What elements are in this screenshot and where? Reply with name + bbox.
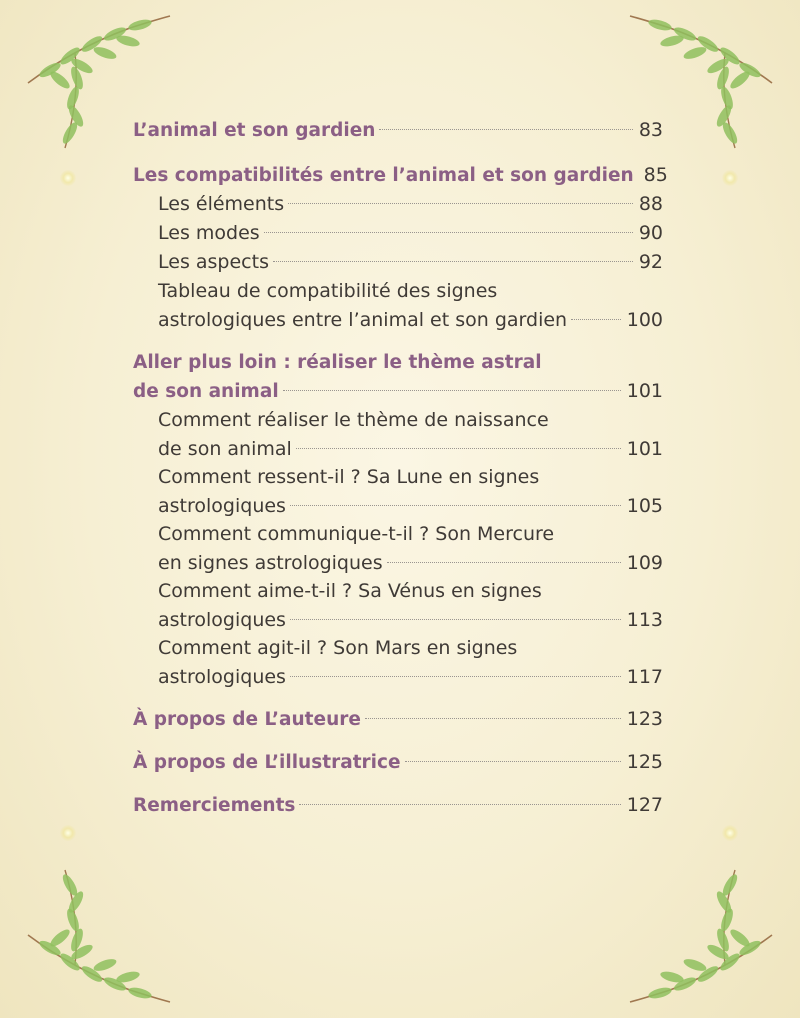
toc-entry[interactable]: [133, 161, 668, 190]
leader-dots: [290, 505, 621, 506]
page-number: 92: [638, 251, 663, 273]
leader-dots: [387, 562, 621, 563]
entry-title: Remerciements: [133, 795, 296, 816]
leader-dots: [264, 232, 633, 233]
entry-title: L’animal et son gardien: [133, 120, 376, 141]
toc-entry[interactable]: [133, 705, 663, 734]
glow-dot-icon: [60, 825, 76, 841]
entry-title-line1: Tableau de compatibilité des signes: [158, 280, 498, 302]
entry-title: À propos de L’auteure: [133, 709, 361, 730]
page-number: 101: [626, 380, 663, 402]
leader-dots: [296, 448, 621, 449]
toc-entry[interactable]: [133, 116, 663, 145]
entry-title: astrologiques: [158, 609, 286, 631]
glow-dot-icon: [60, 170, 76, 186]
page-number: 85: [643, 164, 668, 186]
leader-dots: [571, 319, 621, 320]
toc-entry[interactable]: [158, 248, 663, 277]
toc-entry[interactable]: [158, 520, 663, 578]
entry-title-line1: Comment réaliser le thème de naissance: [158, 409, 549, 431]
toc-entry[interactable]: [158, 634, 663, 692]
entry-title: en signes astrologiques: [158, 552, 383, 574]
page-number: 101: [626, 438, 663, 460]
entry-title: astrologiques entre l’animal et son gardien: [158, 309, 568, 331]
entry-title-line1: Comment aime-t-il ? Sa Vénus en signes: [158, 580, 542, 602]
toc-entry[interactable]: [158, 577, 663, 635]
toc-entry[interactable]: [158, 277, 663, 335]
toc-entry[interactable]: [158, 406, 663, 464]
entry-title-line1: Aller plus loin : réaliser le thème astral: [133, 352, 542, 373]
page-number: 83: [638, 119, 663, 141]
toc-entry[interactable]: [158, 219, 663, 248]
entry-title: de son animal: [158, 438, 292, 460]
page-number: 127: [626, 794, 663, 816]
entry-title-line1: Comment communique-t-il ? Son Mercure: [158, 523, 555, 545]
leader-dots: [288, 203, 633, 204]
glow-dot-icon: [722, 170, 738, 186]
leader-dots: [290, 619, 621, 620]
entry-title: de son animal: [133, 381, 279, 402]
page-number: 113: [626, 609, 663, 631]
toc-entry[interactable]: [133, 748, 663, 777]
entry-title-line1: Comment ressent-il ? Sa Lune en signes: [158, 466, 540, 488]
entry-title: Les modes: [158, 222, 260, 244]
leader-dots: [273, 261, 633, 262]
toc-entry[interactable]: [158, 190, 663, 219]
leader-dots: [379, 129, 632, 130]
page-number: 125: [626, 751, 663, 773]
toc-entry[interactable]: [133, 791, 663, 820]
leader-dots: [290, 676, 621, 677]
page-number: 109: [626, 552, 663, 574]
entry-title: Les aspects: [158, 251, 269, 273]
page-number: 117: [626, 666, 663, 688]
entry-title: astrologiques: [158, 495, 286, 517]
page-number: 105: [626, 495, 663, 517]
glow-dot-icon: [722, 825, 738, 841]
entry-title: Les éléments: [158, 193, 285, 215]
toc-entry[interactable]: [133, 348, 663, 406]
page-number: 100: [626, 309, 663, 331]
entry-title-line1: Comment agit-il ? Son Mars en signes: [158, 637, 518, 659]
olive-branch-icon: [20, 850, 180, 1010]
leader-dots: [283, 390, 621, 391]
leader-dots: [299, 804, 620, 805]
olive-branch-icon: [620, 850, 780, 1010]
page-number: 88: [638, 193, 663, 215]
entry-title: astrologiques: [158, 666, 286, 688]
entry-title: À propos de L’illustratrice: [133, 752, 401, 773]
toc-entry[interactable]: [158, 463, 663, 521]
entry-title: Les compatibilités entre l’animal et son gardien: [133, 165, 634, 186]
page-number: 123: [626, 708, 663, 730]
leader-dots: [405, 761, 621, 762]
leader-dots: [365, 718, 621, 719]
page-number: 90: [638, 222, 663, 244]
